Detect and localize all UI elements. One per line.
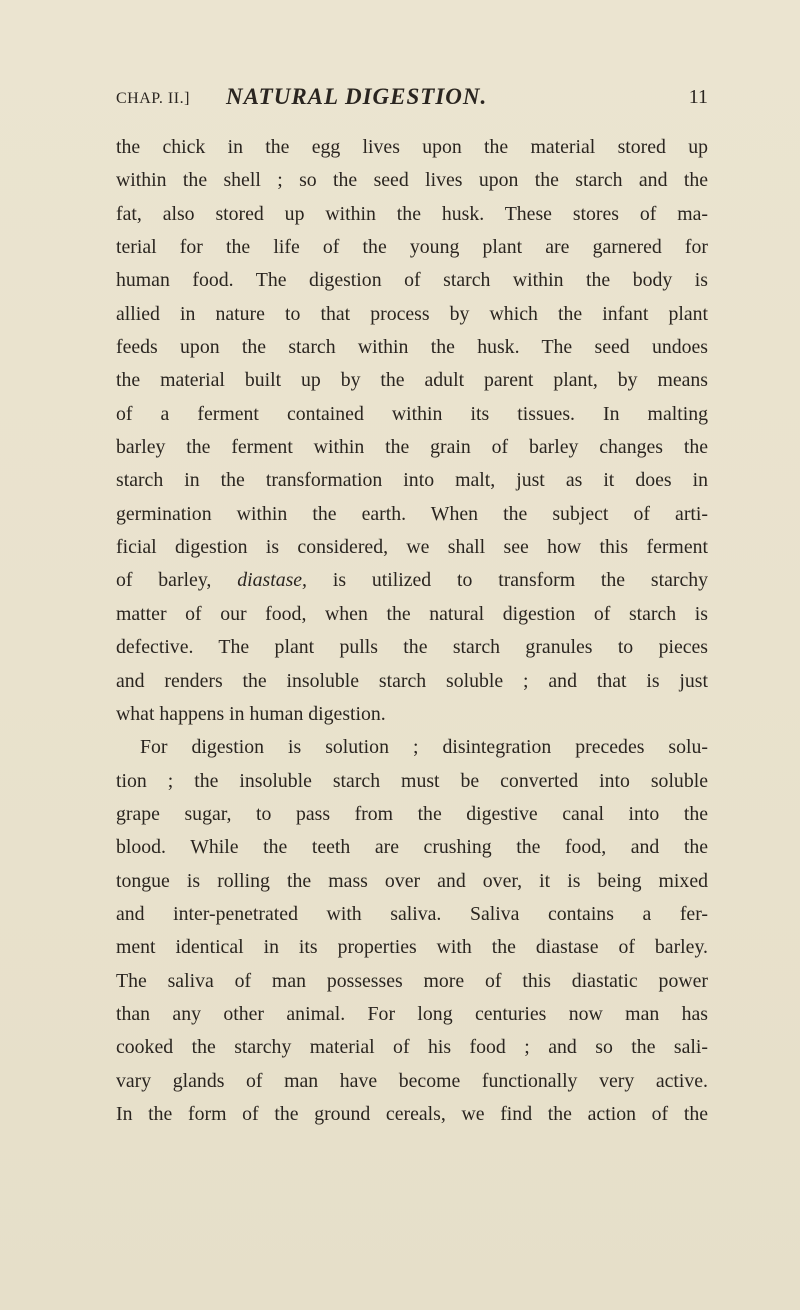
text-line: For digestion is solution ; disintegration precedes solu-	[140, 736, 708, 759]
text-line: tongue is rolling the mass over and over, it is being mixed	[116, 869, 708, 892]
text-line: starch in the transformation into malt, just as it does in	[116, 469, 708, 492]
running-head	[116, 84, 708, 114]
text-line: grape sugar, to pass from the digestive canal into the	[116, 802, 708, 825]
page-title: NATURAL DIGESTION.	[226, 84, 488, 109]
text-line: terial for the life of the young plant are garnered for	[116, 236, 708, 259]
text-fragment: is utilized to transform the starchy	[332, 569, 709, 592]
text-line: and inter-penetrated with saliva. Saliva contains a fer-	[116, 902, 708, 925]
italic-term: diastase,	[237, 569, 308, 592]
text-line: human food. The digestion of starch within the body is	[116, 269, 708, 292]
text-line: The saliva of man possesses more of this diastatic power	[116, 969, 708, 992]
text-line: within the shell ; so the seed lives upon the starch and the	[116, 169, 708, 192]
text-line: the chick in the egg lives upon the material stored up	[116, 136, 708, 158]
chapter-label: CHAP. II.]	[116, 90, 190, 107]
text-line-with-term	[116, 564, 708, 597]
text-line: ment identical in its properties with the diastase of barley.	[116, 936, 708, 959]
text-line: tion ; the insoluble starch must be converted into soluble	[116, 769, 708, 792]
text-line: and renders the insoluble starch soluble ; and that is just	[116, 669, 708, 692]
text-fragment: of barley,	[116, 569, 212, 592]
text-line: ficial digestion is considered, we shall see how this ferment	[116, 536, 708, 559]
text-line: matter of our food, when the natural digestion of starch is	[116, 602, 708, 625]
text-line: fat, also stored up within the husk. These stores of ma-	[116, 202, 708, 225]
text-line: defective. The plant pulls the starch granules to pieces	[116, 636, 708, 659]
text-line: allied in nature to that process by which the infant plant	[116, 302, 708, 325]
text-line: than any other animal. For long centuries now man has	[116, 1002, 708, 1025]
text-line: vary glands of man have become functionally very active.	[116, 1069, 708, 1092]
text-line: the material built up by the adult parent plant, by means	[116, 369, 708, 392]
text-line: of a ferment contained within its tissues. In malting	[116, 402, 708, 425]
text-line: germination within the earth. When the subject of arti-	[116, 502, 708, 525]
text-line: barley the ferment within the grain of barley changes the	[116, 436, 708, 459]
text-line: blood. While the teeth are crushing the food, and the	[116, 836, 708, 859]
text-line: what happens in human digestion.	[116, 702, 386, 725]
text-line: cooked the starchy material of his food ; and so the sali-	[116, 1036, 708, 1059]
body-text	[116, 131, 708, 1131]
text-line: feeds upon the starch within the husk. The seed undoes	[116, 336, 708, 359]
page-number: 11	[688, 86, 708, 108]
text-line: In the form of the ground cereals, we find the action of the	[116, 1102, 708, 1125]
